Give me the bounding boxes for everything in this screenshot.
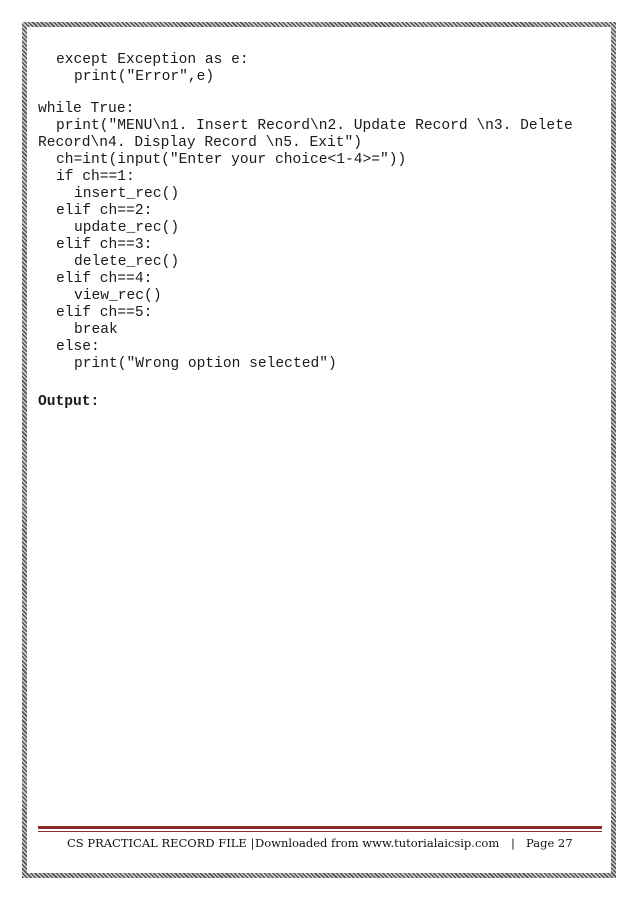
footer-source: Downloaded from www.tutorialaicsip.com [255,836,500,850]
code-line: elif ch==3: [56,237,153,253]
code-line: Record\n4. Display Record \n5. Exit") [38,135,363,151]
code-line: if ch==1: [56,169,135,185]
page-number: Page 27 [526,836,573,850]
code-line: print("MENU\n1. Insert Record\n2. Update Record \n3. Delete [56,118,573,134]
code-line: update_rec() [74,220,180,236]
code-line: elif ch==2: [56,203,153,219]
code-line: elif ch==4: [56,271,153,287]
code-gap [38,86,598,101]
code-line: ch=int(input("Enter your choice<1-4>=")) [56,152,407,168]
footer-divider-thin [38,831,602,832]
code-block [38,52,598,373]
page-footer [38,836,602,852]
footer-title: CS PRACTICAL RECORD FILE | [67,836,255,850]
code-line: view_rec() [74,288,162,304]
code-line: delete_rec() [74,254,180,270]
footer-divider-thick [38,826,602,829]
code-line: except Exception as e: [56,52,249,68]
code-line: elif ch==5: [56,305,153,321]
output-heading: Output: [38,394,100,410]
code-line: break [74,322,118,338]
code-line: print("Wrong option selected") [74,356,337,372]
footer-separator: | [511,836,515,850]
code-line: else: [56,339,100,355]
code-line: insert_rec() [74,186,180,202]
code-line: print("Error",e) [74,69,215,85]
code-line: while True: [38,101,135,117]
